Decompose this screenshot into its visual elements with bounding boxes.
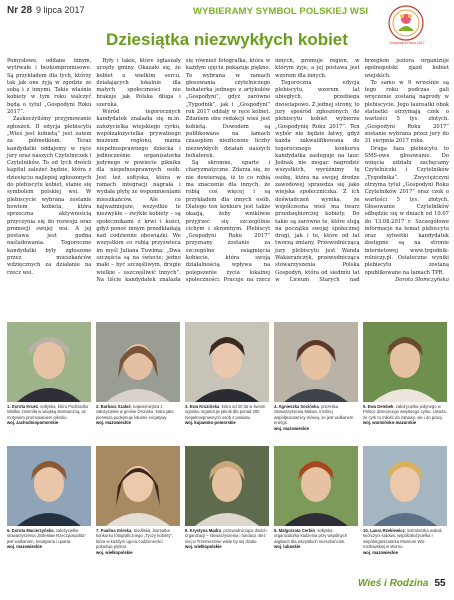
candidate-caption: 1. Dorota Kruez, sołtyska, która Podrzadko Wielkie zmieniła w wiejską stemwiczną, aż motywem promowaniem pikniku. woj. zachodniopomorskie [7,404,89,426]
page-header [0,0,454,20]
candidate-card [363,446,447,564]
candidate-card [274,446,358,564]
candidate-photo [274,446,358,526]
candidate-photo [363,446,447,526]
candidate-caption: 7. Paulina Górska, Siedliska, laureatka konkursu fotograficznego „Tyczy kobiety”, która w każdym ujęciu codzienności pokazuje piękno. woj. wielkopolskie [96,528,174,555]
issue-date: 9 lipca 2017 [36,5,85,15]
article-paragraph: To samo w 9 wrześnie są tego roku podczas gali wręczenie zostaną nagrody w plebiscycie. Jego laureatki obok statuetki otrzymają czek o wartości 5 tys. złotych. „Gospodyni Roku 2017” zostanie wybrana przez jury do 31 sierpnia 2017 roku. [364,79,449,145]
candidate-card [185,322,269,440]
section-banner: WYBIERAMY SYMBOL POLSKIEJ WSI [193,6,369,17]
candidate-caption: 8. Krystyna Mądra, przewodnicząca dwóch organizacji – stowarzyszenia i fundacji. Bez niej w Trzemiesznie wiele by się działo. woj. wielkopolskie [185,528,267,550]
candidate-photo [185,322,269,402]
candidate-card [96,322,180,440]
candidate-card [363,322,447,440]
candidate-card [7,446,91,564]
article-paragraph: Pomysłowe, oddane innym, wytrwałe i bezkompromisowe. Są przykładem dla tych, którzy tak jak one żyją w zgodzie ze sobą i z innymi. Takie właśnie kobiety w tym roku walczyć będą o tytuł „Gospodyni Roku 2017”. [7,58,92,116]
magazine-name: Wieś i Rodzina [358,578,429,589]
candidate-photo [96,322,180,402]
page-number: 55 [434,578,446,589]
candidate-photo [185,446,269,526]
article-paragraph: Druga faza plebiscytu to SMS-owe głosowanie. Do wzięcia udziału zachęcamy Czytelniczki i Czytelników „Tygodnika”. Zwyciężczyni otrzyma tytuł „Gospodyni Roku Czytelników 2017” oraz czek o wartości 5 tys. złotych. Głosowanie Czytelników odbędzie się w dniach od 10.07 do 13.08.2017 r. Szczegółowe informacje na temat plebiscytu oraz sylwetki kandydatek dostępne są na stronie internetowej www.tygodnik-rolniczy.pl. Ostateczne wyniki plebiscytu zostaną opublikowane na łamach TPR. [364,145,449,276]
issue-info [7,5,85,16]
logo-caption: Gospodyni Roku 2017 [389,41,425,45]
candidate-caption: 10. Laura Rzekiewicz, instruktorka wokali, twórczyni ludowa, współzałożycielka i współorganizatorka Muzeum Wsi Kozłowskiej w Wornu. woj. mazowieckie [363,528,443,555]
candidate-card [185,446,269,564]
article-paragraph: Wśród tegorocznych kandydatek znalazła się m.in. założycielka wiejskiego cyrku, współzałożycielka prywatnego muzeum regionu, mama niepełnosprawnego dziecka i jednocześnie organizatorka jedynego w powiecie pikniku dla niepełnosprawnych osób. Jest też sołtyska, która w ramach integracji nagrała i wydała płytę ze wspomnieniami mieszkańców. Ale co najważniejsze, wszystkie te niezwykłe – zwykłe kobiety – są społecznikami z krwi i kości, gdyż ponoć innym przedkładają nad codzienne obowiązki. We wszystkim co robią przyświeca im myśl Juliana Tuwima: „Dwa szczęścia są na świecie: jedno małe – być szczęśliwym, drugie wielkie – uszczęśliwić innych”. Na liście kandydatek znalazła się również fotografka, która w każdym ujęciu pokazuje piękno. To wybrana w ramach głosowania czytelniczego bohaterka jednego z artykułów „Gospodyni”, gdyż zarówno „Tygodnik”, jak i „Gospodyni” rok 2017 oddały w ręce kobiet. Zdaniem obu redakcji wieś jest kobietą. Dowodem są publikowane na łamach czasopism niezliczone liczby niezwykłych działań naszych bohaterek. [96,58,271,283]
candidate-photo [363,322,447,402]
candidate-caption: 6. Dorota Macierzyńska, założycielka stowarzyszenia „Bolesław Rzeczpospolita” jest wulkanem, kreatywna i uparta. woj. mazowieckie [7,528,86,550]
article-title: Dziesiątka niezwykłych kobiet [106,30,348,49]
candidate-caption: 5. Ewa Dembek, założycielka jedynego w Polsce dziecięcego wiejskiego cyrku. Uważa, że cyrk to miłość do zabawy, ale i do pracy. woj. warmińsko-mazurskie [363,404,447,426]
article-paragraph: Są skromne, uparte i charyzmatyczne. Zdarza się, że nie dowierzają, iż to co robią ma znaczenie dla innych, że robią coś więcej i są przykładem dla innych osób. Dlatego ten konkurs jest także okazją, żeby wnikliwie przyjrzeć się szczególnie cichym i skromnym. Plebiscyt „Gospodyni Roku 2017” przyznany zostanie za szczególne osiągnięcia kobiecie, która swoją działalnością wpływa na polepszenie życia lokalnej społeczności. Pracuje na rzecz innych, promuje region, w którym żyje, a jej postawa jest wzorem dla innych. [185,58,360,283]
candidate-caption: 2. Barbara Szałaś, najwierniejsza z założycielek w gminie Orońsko, która jako pierwsza podejmuje lokalne inicjatywy. woj. mazowieckie [96,404,174,426]
candidate-photo [7,322,91,402]
issue-number: Nr 28 [7,5,33,16]
candidate-photo [7,446,91,526]
page-footer [358,578,446,589]
candidate-card [96,446,180,564]
candidate-caption: 9. Małgorzata Cerbin, sołtyska, organizatorka kadzenia przy wspólnych wigiliach dla wszystkich mieszkańców. woj. lubuskie [274,528,348,550]
candidate-photo [96,446,180,526]
article-paragraph: Zaskoczyliśmy przyjmowanie zgłoszeń. II edycja plebiscytu „Wieś jest kobietą” jest zatem za półmetkiem. Teraz kandydatki oddajemy w ręce jury oraz naszych Czytelniczek i Czytelników. To od tych dwóch kapituł zależeć będzie, która z dziesięciu najlepiej zgłoszonych do plebiscytu kobiet, stanie się symbolem polskiej wsi. W plebiscycie wybrana zostanie bowiem kobieta, która sprzeczna aktywnością przyczynia się do rozwoju oraz promocji swojej wsi. A jej postawa jest godna naśladowania. Tegoroczne kandydatki były zgłoszone przez mieszkańców wdzięcznych za działanie na rzecz wsi. [7,116,92,276]
candidate-card [274,322,358,440]
candidate-caption: 4. Agnieszka Socińska, prezeska Stowarzyszenia Malwa, o której współpracownicy mówią, że jest wulkanem energii. woj. mazowieckie [274,404,354,431]
candidate-card [7,322,91,440]
candidate-photo [274,322,358,402]
article-body [7,58,449,320]
candidate-caption: 3. Ewa Kruzińska, która od 20 lat w swoim ognisku organizuje piknik dla ponad 200 niepełnosprawnych osób z powiatu. woj. kujawsko-pomorskie [185,404,266,426]
article-paragraph: Były i takie, które zgłaszały urzędy gminy. Okazało się, że kobiet o wielkim sercu, działających lokalnie dla małych społeczności nie brakuje jak Polska długa i szeroka. [96,58,181,108]
article-signature: Dorota Słomczyńska [395,276,449,283]
article-paragraph: Tegoroczna edycja plebiscytu, wzorem lat ubiegłych, przebiega dwuetapowo. Z jednej strony, to jury spośród zgłoszonych do plebiscytu kobiet wybierze „Gospodynię Roku 2017”. Ten wybór nie będzie łatwy, gdyż każda zakwalifikowana do tegorocznego konkursu kandydatka zasługuje na laur. Jednak nie mogąc nagrodzić wszystkich, wyróżnimy tę osobę, która na swojej drodze zawodowej sprawdza się jako wiejska społeczniczka. Z ich doświadczeń wynika, że wspólczesna wieś ma twarz przedsiębiorczej kobiety. Do takie są zarówno te, które stoją na początku swojej społecznej drogi, jak i te, które od lat tworzą zmiany. Przewodniczącą jury plebiscytu jest Wanda Wakierańczyk, przewodnicząca stowarzyszenia Polska Gospodyń, która od siedmiu lat w Liceum Starych nad brzegiem jeziora organizuje ogólnopolski zjazd kobiet wiejskich. [275,58,449,283]
